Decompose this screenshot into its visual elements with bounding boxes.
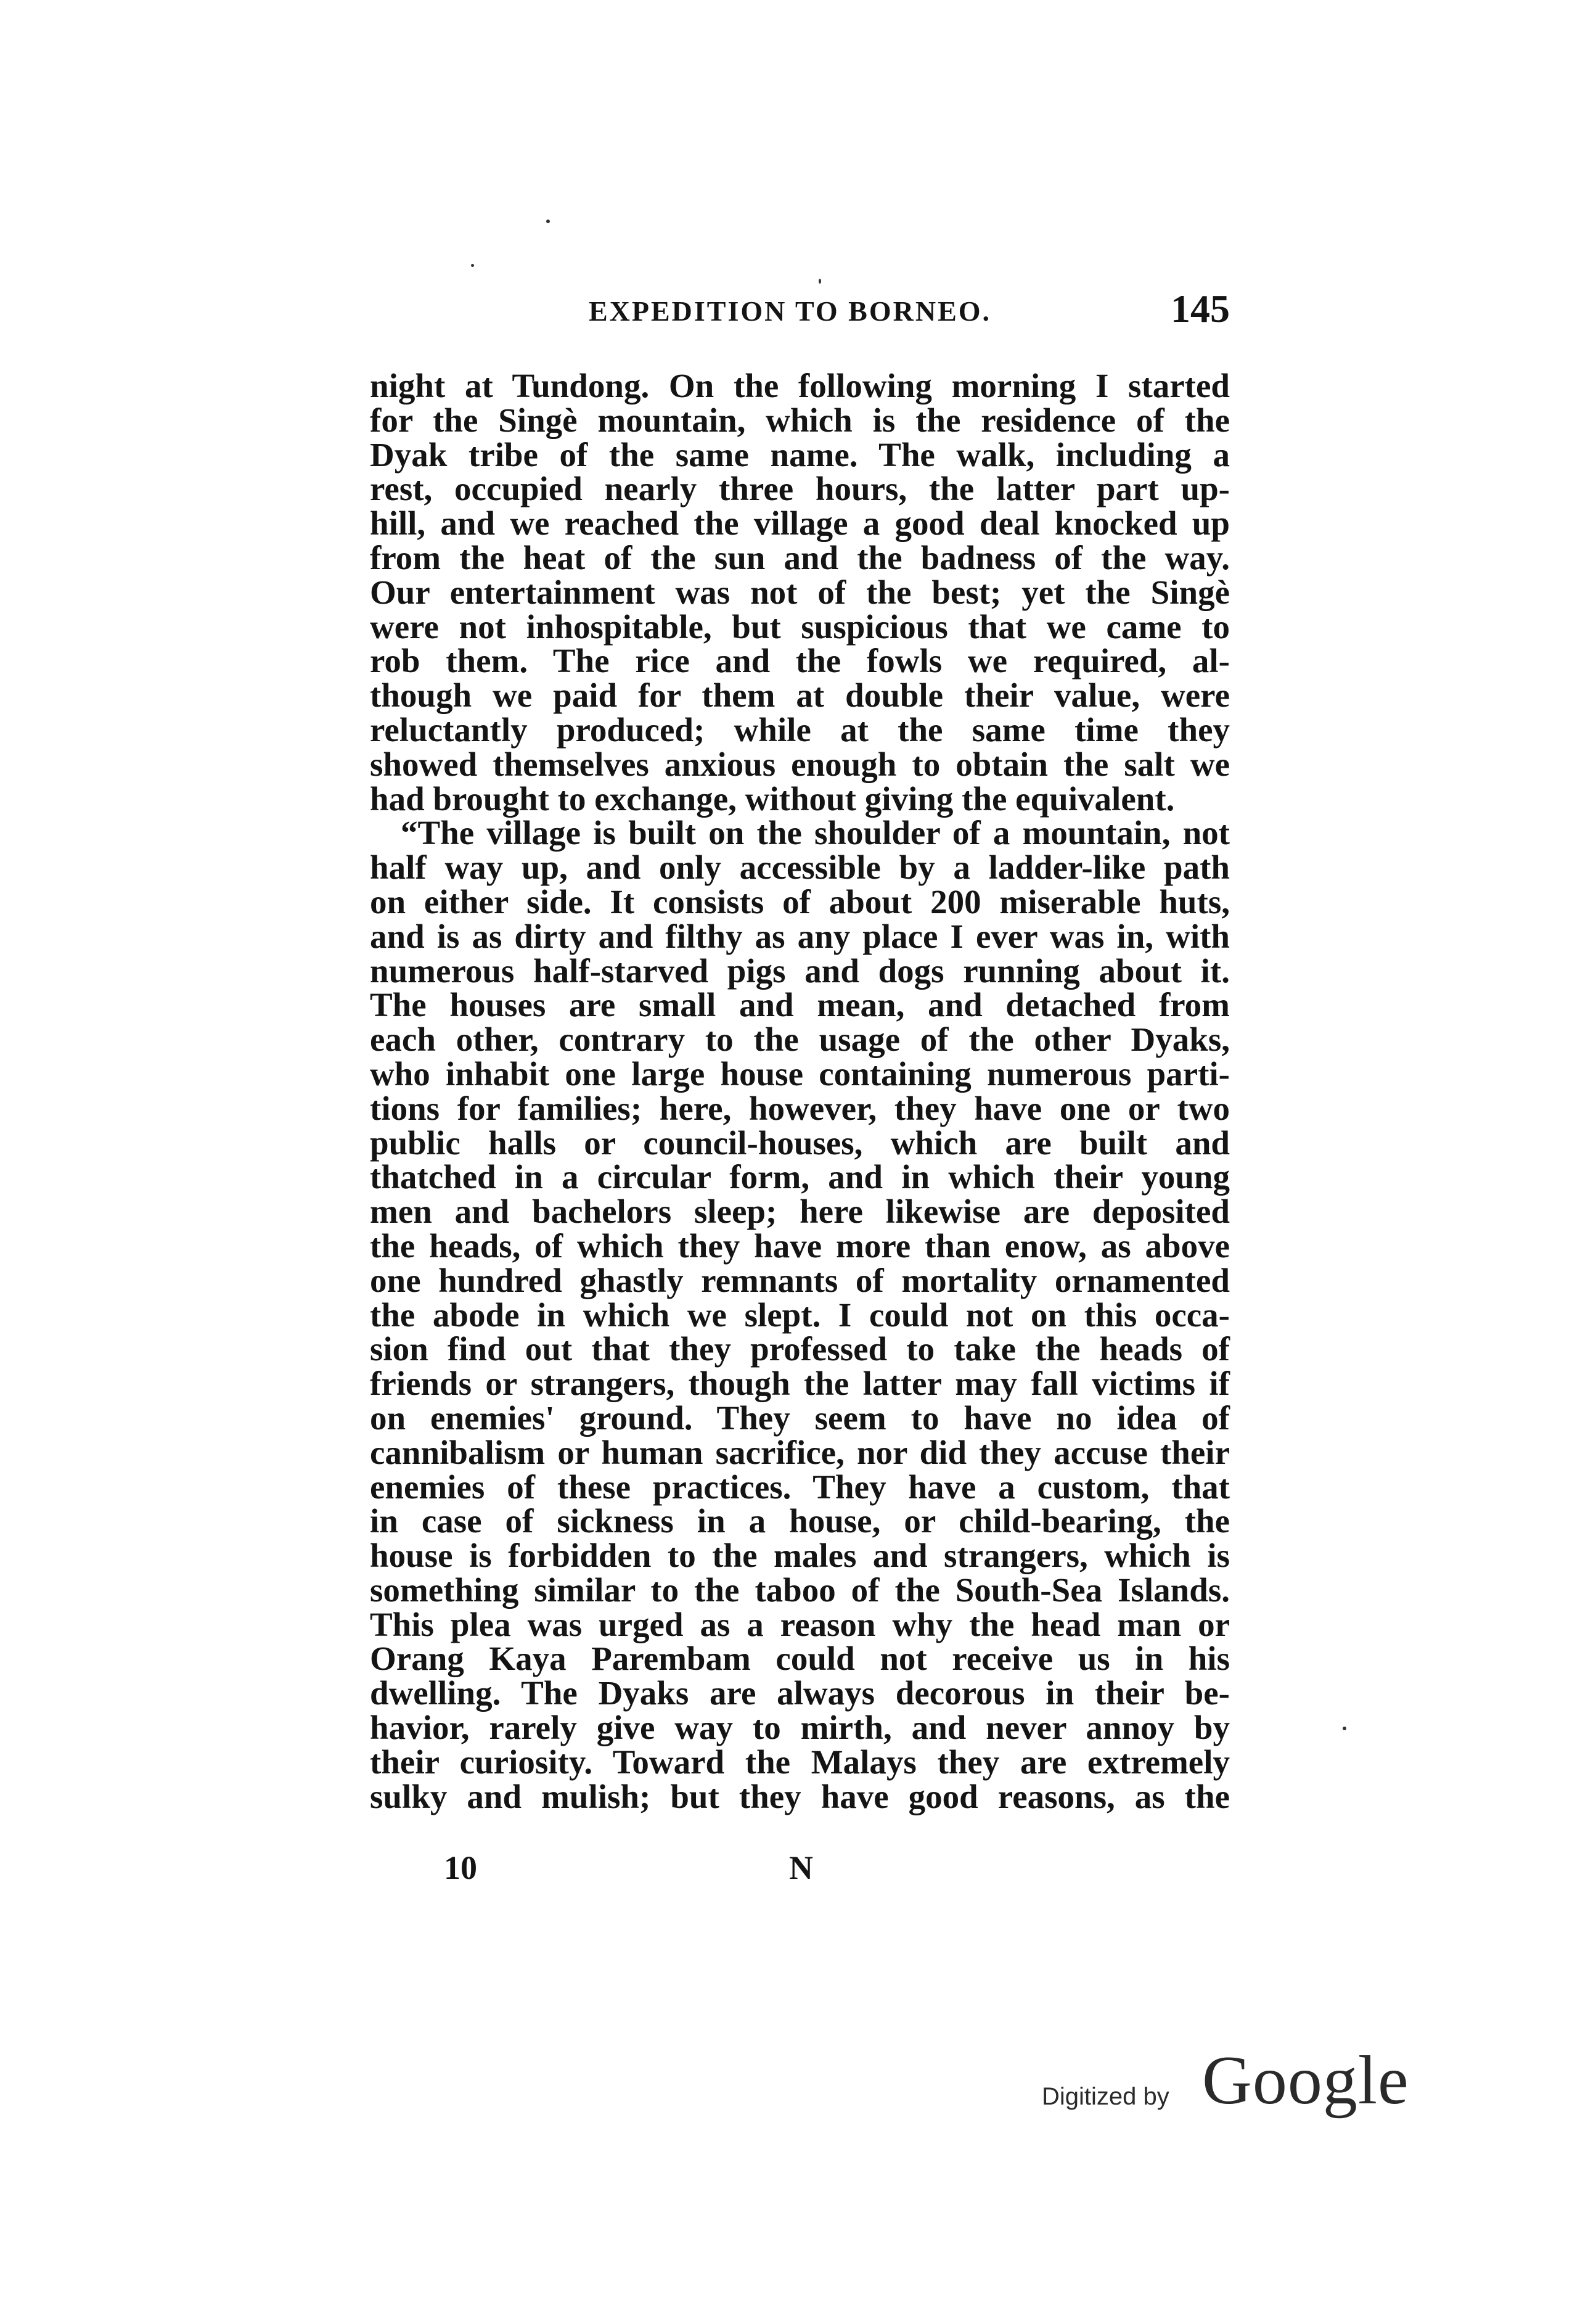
google-logo: Google [1202, 2042, 1409, 2119]
page-number: 145 [1171, 287, 1230, 331]
text-line: Orang Kaya Parembam could not receive us in his [370, 1640, 1230, 1678]
text-line: dwelling. The Dyaks are always decorous in their be- [370, 1674, 1230, 1712]
text-line: enemies of these practices. They have a custom, that [370, 1468, 1230, 1506]
text-line: hill, and we reached the village a good deal knocked up [370, 504, 1230, 543]
text-line: sion find out that they professed to take the heads of [370, 1330, 1230, 1368]
text-line: rob them. The rice and the fowls we required, al- [370, 642, 1230, 680]
text-line: showed themselves anxious enough to obtain the salt we [370, 745, 1230, 783]
text-line: havior, rarely give way to mirth, and never annoy by [370, 1709, 1230, 1747]
running-head [370, 287, 1230, 339]
text-line: each other, contrary to the usage of the other Dyaks, [370, 1021, 1230, 1059]
text-line: sulky and mulish; but they have good reasons, as the [370, 1777, 1230, 1815]
digitized-by-watermark [1042, 2042, 1412, 2124]
text-line: This plea was urged as a reason why the head man or [370, 1605, 1230, 1643]
text-line: the heads, of which they have more than enow, as above [370, 1226, 1230, 1265]
scan-speck [1343, 1727, 1346, 1730]
text-line: “The village is built on the shoulder of a mountain, not [401, 814, 1230, 852]
text-line: something similar to the taboo of the South-Sea Islands. [370, 1571, 1230, 1609]
digitized-by-text: Digitized by [1042, 2083, 1169, 2110]
text-line: Our entertainment was not of the best; yet the Singè [370, 573, 1230, 611]
text-line: cannibalism or human sacrifice, nor did they accuse their [370, 1433, 1230, 1471]
text-line: who inhabit one large house containing numerous parti- [370, 1054, 1230, 1093]
scan-speck [819, 279, 821, 284]
text-line: thatched in a circular form, and in which their young [370, 1158, 1230, 1196]
text-line: on either side. It consists of about 200 miserable huts, [370, 882, 1230, 921]
printer-signature [370, 1849, 1230, 1892]
text-line: Dyak tribe of the same name. The walk, including a [370, 435, 1230, 474]
text-line: the abode in which we slept. I could not on this occa- [370, 1296, 1230, 1334]
text-line: reluctantly produced; while at the same time they [370, 710, 1230, 749]
text-line: rest, occupied nearly three hours, the latter part up- [370, 470, 1230, 508]
text-line: tions for families; here, however, they have one or two [370, 1089, 1230, 1127]
text-line: though we paid for them at double their value, were [370, 676, 1230, 715]
text-line: were not inhospitable, but suspicious that we came to [370, 607, 1230, 646]
text-line: public halls or council-houses, which are built and [370, 1124, 1230, 1162]
text-line: men and bachelors sleep; here likewise are deposited [370, 1193, 1230, 1231]
body-text [370, 369, 1230, 1814]
scan-speck [546, 220, 550, 223]
text-line: had brought to exchange, without giving the equivalent. [370, 779, 1175, 818]
signature-letter: N [789, 1849, 813, 1886]
text-line: one hundred ghastly remnants of mortality ornamented [370, 1261, 1230, 1299]
signature-volume-number: 10 [444, 1849, 477, 1886]
text-line: night at Tundong. On the following morning I started [370, 367, 1230, 405]
text-line: their curiosity. Toward the Malays they are extremely [370, 1743, 1230, 1781]
text-line: and is as dirty and filthy as any place I ever was in, with [370, 917, 1230, 955]
text-line: numerous half-starved pigs and dogs running about it. [370, 951, 1230, 990]
text-line: friends or strangers, though the latter may fall victims if [370, 1365, 1230, 1403]
text-line: half way up, and only accessible by a ladder-like path [370, 848, 1230, 887]
text-line: house is forbidden to the males and strangers, which is [370, 1537, 1230, 1575]
text-line: for the Singè mountain, which is the residence of the [370, 401, 1230, 439]
text-line: from the heat of the sun and the badness of the way. [370, 538, 1230, 577]
scan-speck [471, 264, 474, 267]
text-line: The houses are small and mean, and detached from [370, 986, 1230, 1024]
running-title: EXPEDITION TO BORNEO. [589, 295, 992, 327]
text-line: in case of sickness in a house, or child-bearing, the [370, 1502, 1230, 1540]
text-line: on enemies' ground. They seem to have no idea of [370, 1399, 1230, 1437]
